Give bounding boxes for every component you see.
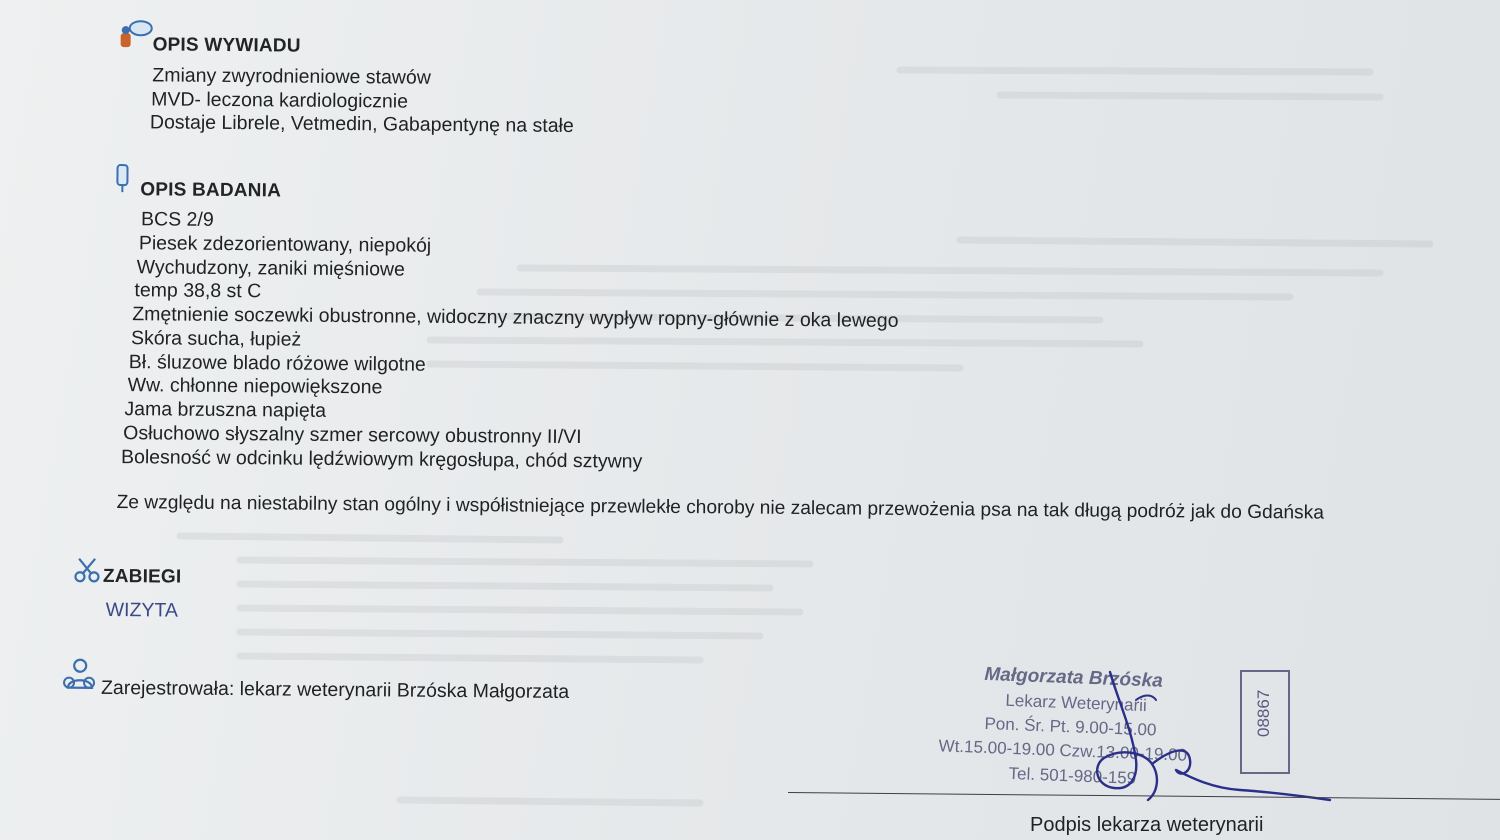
section-title-opis-badania: OPIS BADANIA [140, 179, 282, 202]
exam-line: Wychudzony, zaniki mięśniowe [136, 256, 406, 281]
doctor-icon [118, 19, 154, 51]
stamp-name: Małgorzata Brzóska [984, 663, 1164, 692]
signature-caption: Podpis lekarza weterynarii [1030, 814, 1264, 836]
stamp-phone: Tel. 501-980-159 [1008, 763, 1137, 788]
exam-conclusion: Ze względu na niestabilny stan ogólny i współistniejące przewlekłe choroby nie zalecam przewożenia psa na tak długą podróż jak do Gdańska [116, 492, 1325, 524]
people-icon [60, 657, 98, 693]
history-line: Dostaje Librele, Vetmedin, Gabapentynę na stałe [149, 111, 574, 138]
section-title-opis-wywiadu: OPIS WYWIADU [152, 34, 301, 57]
stamp-hours: Pon. Śr. Pt. 9.00-15.00 [984, 713, 1157, 740]
stamp-hours: Wt.15.00-19.00 Czw.13.00-19.00 [938, 736, 1188, 765]
registered-by: Zarejestrowała: lekarz weterynarii Brzóska Małgorzata [100, 676, 570, 703]
exam-line: temp 38,8 st C [134, 279, 262, 303]
history-line: MVD- leczona kardiologicznie [151, 88, 409, 113]
procedure-item: WIZYTA [105, 598, 178, 622]
exam-line: Bł. śluzowe blado różowe wilgotne [128, 351, 426, 376]
exam-line: BCS 2/9 [140, 208, 214, 231]
exam-line: Osłuchowo słyszalny szmer sercowy obustronny II/VI [123, 422, 582, 449]
stamp-number: 08867 [1254, 689, 1273, 737]
exam-line: Jama brzuszna napięta [124, 398, 327, 422]
history-line: Zmiany zwyrodnieniowe stawów [152, 64, 431, 89]
scissors-icon [73, 557, 101, 585]
exam-line: Piesek zdezorientowany, niepokój [138, 232, 432, 257]
syringe-icon [112, 163, 132, 193]
exam-line: Ww. chłonne niepowiększone [127, 374, 383, 399]
section-title-zabiegi: ZABIEGI [102, 565, 182, 588]
exam-line: Bolesność w odcinku lędźwiowym kręgosłupa, chód sztywny [120, 446, 643, 473]
stamp-title: Lekarz Weterynarii [1005, 690, 1148, 716]
exam-line: Zmętnienie soczewki obustronne, widoczny znaczny wypływ ropny-głównie z oka lewego [132, 303, 899, 332]
exam-line: Skóra sucha, łupież [130, 327, 302, 351]
